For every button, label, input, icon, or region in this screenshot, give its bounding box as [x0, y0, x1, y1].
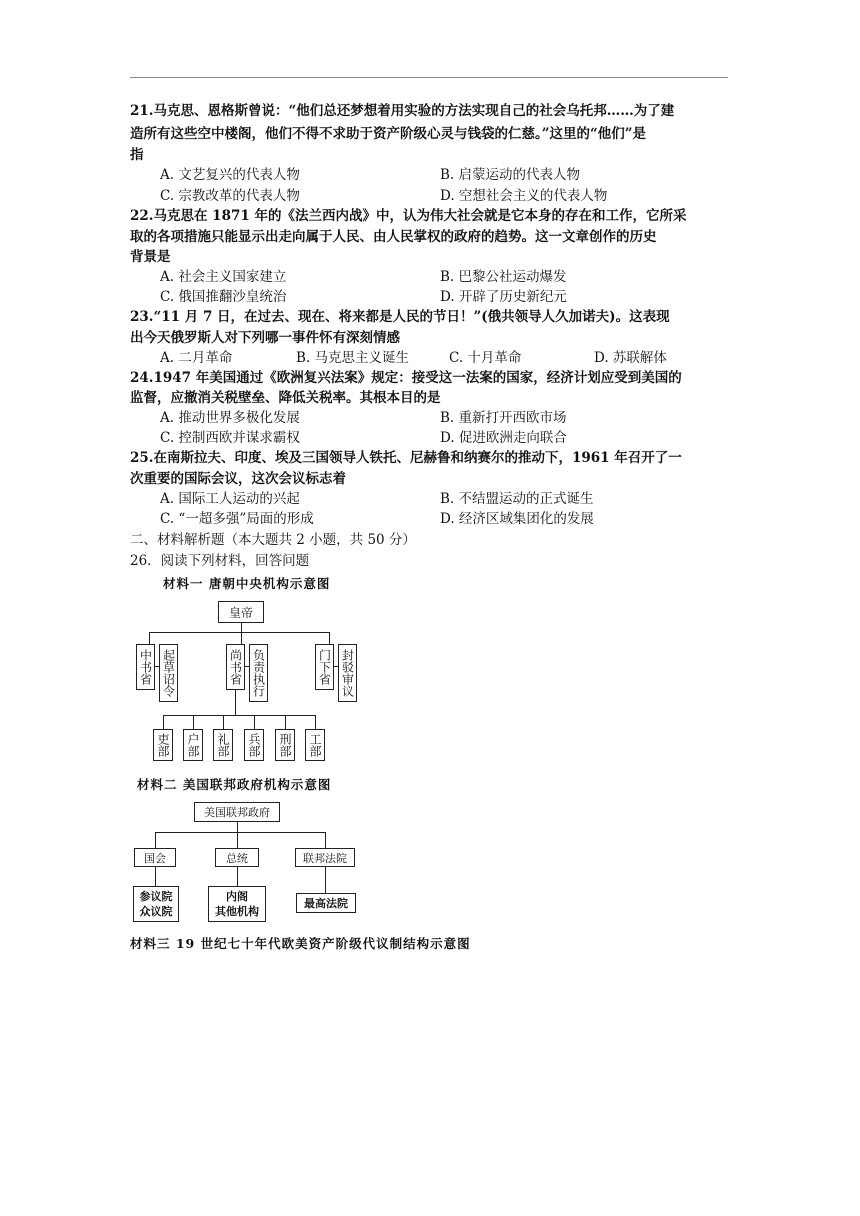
supreme-court-box: 最高法院 — [296, 893, 356, 913]
q24-option-c: C. 控制西欧并谋求霸权 — [160, 430, 300, 446]
menxia-box: 门下省 — [315, 644, 334, 690]
ministry-box: 吏部 — [153, 729, 173, 761]
q22-option-c: C. 俄国推翻沙皇统治 — [160, 289, 287, 305]
q25-line-1: 25.在南斯拉夫、印度、埃及三国领导人铁托、尼赫鲁和纳赛尔的推动下，1961 年召开了一 — [130, 450, 682, 466]
shangshu-box: 尚书省 — [226, 644, 245, 690]
material1-caption: 材料一 唐朝中央机构示意图 — [163, 576, 331, 591]
connector — [325, 867, 326, 893]
connector — [155, 832, 156, 848]
cabinet-label: 内阁 — [226, 890, 248, 903]
q22-option-d: D. 开辟了历史新纪元 — [440, 289, 567, 305]
q25-line-2: 次重要的国际会议，这次会议标志着 — [130, 471, 346, 487]
connector — [315, 715, 316, 729]
federal-court-box: 联邦法院 — [295, 848, 355, 867]
president-box: 总统 — [215, 848, 259, 867]
q24-line-2: 监督，应撤消关税壁垒、降低关税率。其根本目的是 — [130, 390, 441, 406]
q22-line-1: 22.马克思在 1871 年的《法兰西内战》中，认为伟大社会就是它本身的存在和工作，它所采 — [130, 208, 687, 224]
q24-option-b: B. 重新打开西欧市场 — [440, 410, 567, 426]
q23-line-1: 23.“11 月 7 日，在过去、现在、将来都是人民的节日！”(俄共领导人久加诺夫)。这表现 — [130, 309, 670, 325]
emperor-box: 皇帝 — [218, 601, 264, 623]
q24-option-a: A. 推动世界多极化发展 — [160, 410, 300, 426]
connector — [163, 715, 164, 729]
connector — [193, 715, 194, 729]
q21-option-b: B. 启蒙运动的代表人物 — [440, 167, 581, 183]
ministry-box: 刑部 — [275, 729, 295, 761]
q21-line-2: 造所有这些空中楼阁，他们不得不求助于资产阶级心灵与钱袋的仁慈。”这里的“他们”是 — [130, 126, 647, 142]
connector — [223, 715, 224, 729]
q23-option-b: B. 马克思主义诞生 — [296, 350, 410, 366]
ministry-box: 兵部 — [244, 729, 264, 761]
q21-option-c: C. 宗教改革的代表人物 — [160, 188, 300, 204]
ministry-box: 礼部 — [213, 729, 233, 761]
q23-option-c: C. 十月革命 — [449, 350, 522, 366]
connector — [155, 832, 325, 833]
congress-box: 国会 — [134, 848, 176, 867]
header-rule — [130, 77, 728, 78]
connector — [149, 632, 150, 644]
q22-line-3: 背景是 — [130, 249, 171, 265]
us-federal-government-box: 美国联邦政府 — [194, 802, 280, 822]
connector — [325, 832, 326, 848]
q23-option-a: A. 二月革命 — [160, 350, 233, 366]
q25-option-d: D. 经济区域集团化的发展 — [440, 511, 594, 527]
zhongshu-role-box: 起草诏令 — [159, 644, 178, 702]
connector — [155, 867, 156, 886]
connector — [237, 867, 238, 886]
q25-option-b: B. 不结盟运动的正式诞生 — [440, 491, 594, 507]
q23-line-2: 出今天俄罗斯人对下列哪一事件怀有深刻情感 — [130, 330, 400, 346]
q25-option-a: A. 国际工人运动的兴起 — [160, 491, 300, 507]
q21-option-a: A. 文艺复兴的代表人物 — [160, 167, 300, 183]
president-sub-box — [208, 886, 266, 922]
zhongshu-box: 中书省 — [136, 644, 155, 690]
q26-prompt: 26．阅读下列材料，回答问题 — [130, 553, 310, 569]
connector — [235, 690, 236, 715]
ministry-box: 工部 — [305, 729, 325, 761]
q21-option-d: D. 空想社会主义的代表人物 — [440, 188, 608, 204]
connector — [329, 632, 330, 644]
house-label: 众议院 — [139, 905, 173, 918]
menxia-role-box: 封驳审议 — [338, 644, 357, 702]
connector — [241, 632, 242, 644]
connector — [149, 632, 329, 633]
q22-option-b: B. 巴黎公社运动爆发 — [440, 269, 567, 285]
q22-option-a: A. 社会主义国家建立 — [160, 269, 287, 285]
connector — [237, 832, 238, 848]
q25-option-c: C. “一超多强”局面的形成 — [160, 511, 314, 527]
connector — [241, 623, 242, 632]
connector — [285, 715, 286, 729]
q23-option-d: D. 苏联解体 — [594, 350, 667, 366]
senate-label: 参议院 — [139, 890, 173, 903]
q24-line-1: 24.1947 年美国通过《欧洲复兴法案》规定：接受这一法案的国家，经济计划应受到美国的 — [130, 370, 682, 386]
shangshu-role-box: 负责执行 — [249, 644, 268, 702]
q21-line-3: 指 — [130, 147, 144, 163]
q22-line-2: 取的各项措施只能显示出走向属于人民、由人民掌权的政府的趋势。这一文章创作的历史 — [130, 229, 657, 245]
material3-caption: 材料三 19 世纪七十年代欧美资产阶级代议制结构示意图 — [130, 936, 471, 951]
material2-caption: 材料二 美国联邦政府机构示意图 — [137, 777, 332, 792]
q21-line-1: 21.马克思、恩格斯曾说：“他们总还梦想着用实验的方法实现自己的社会乌托邦……为了建 — [130, 103, 675, 119]
q24-option-d: D. 促进欧洲走向联合 — [440, 430, 567, 446]
section-heading: 二、材料解析题（本大题共 2 小题，共 50 分） — [130, 532, 416, 548]
connector — [163, 715, 315, 716]
connector — [254, 715, 255, 729]
ministry-box: 户部 — [183, 729, 203, 761]
other-agencies-label: 其他机构 — [215, 905, 259, 918]
congress-houses-box — [133, 886, 179, 922]
connector — [237, 822, 238, 832]
